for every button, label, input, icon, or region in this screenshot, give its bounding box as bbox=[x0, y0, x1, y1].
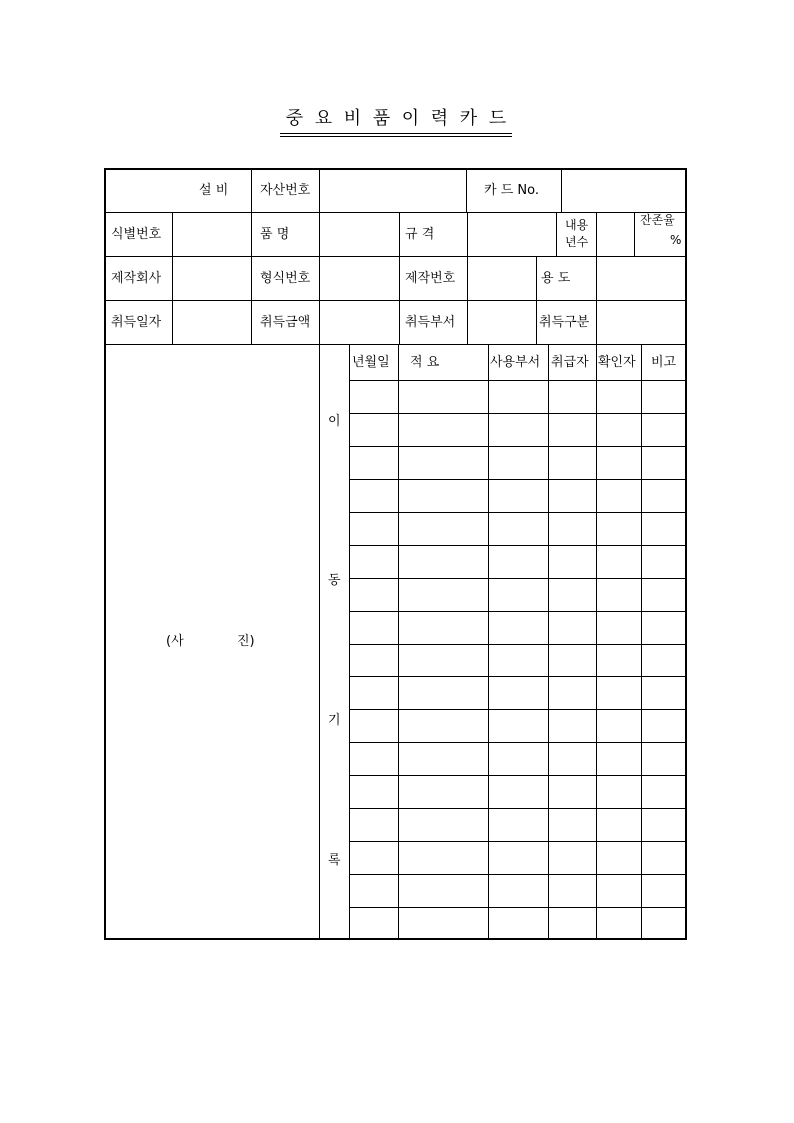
form-grid-lines bbox=[104, 168, 687, 940]
residual-rate-label: 잔존율 bbox=[640, 213, 675, 227]
spec-label: 규 격 bbox=[405, 227, 435, 242]
acq-amount-label: 취득금액 bbox=[260, 315, 311, 330]
maker-label: 제작회사 bbox=[111, 271, 162, 286]
history-label-char: 록 bbox=[328, 853, 341, 868]
item-name-label: 품 명 bbox=[260, 227, 290, 242]
model-no-label: 형식번호 bbox=[260, 271, 311, 286]
title-char: 비 bbox=[338, 104, 367, 137]
page-title bbox=[280, 104, 510, 137]
col-header-remarks: 비고 bbox=[651, 355, 677, 370]
title-char: 드 bbox=[483, 104, 512, 137]
col-header-date: 년월일 bbox=[352, 355, 390, 370]
title-char: 품 bbox=[367, 104, 396, 137]
card-no-label: 카 드 No. bbox=[484, 183, 539, 198]
serial-no-label: 제작번호 bbox=[405, 271, 456, 286]
asset-no-label: 자산번호 bbox=[260, 183, 311, 198]
col-header-handler: 취급자 bbox=[551, 355, 589, 370]
title-char: 요 bbox=[309, 104, 338, 137]
col-header-dept: 사용부서 bbox=[490, 355, 541, 370]
col-header-checker: 확인자 bbox=[598, 355, 636, 370]
useful-life-label-line2: 년수 bbox=[565, 235, 589, 249]
acq-type-label: 취득구분 bbox=[539, 315, 590, 330]
residual-rate-unit: % bbox=[670, 233, 682, 247]
category-label: 설 비 bbox=[199, 183, 229, 198]
acq-dept-label: 취득부서 bbox=[405, 315, 456, 330]
usage-label: 용 도 bbox=[541, 271, 571, 286]
title-char: 중 bbox=[280, 104, 309, 137]
history-label-char: 동 bbox=[328, 573, 341, 588]
title-char: 력 bbox=[425, 104, 454, 137]
acq-date-label: 취득일자 bbox=[111, 315, 162, 330]
id-no-label: 식별번호 bbox=[111, 227, 162, 242]
history-label-char: 이 bbox=[328, 414, 341, 429]
photo-label-left: (사 bbox=[166, 634, 184, 649]
title-char: 이 bbox=[396, 104, 425, 137]
useful-life-label-line1: 내용 bbox=[565, 218, 589, 232]
col-header-summary: 적 요 bbox=[410, 355, 440, 370]
title-char: 카 bbox=[454, 104, 483, 137]
photo-label-right: 진) bbox=[237, 634, 255, 649]
history-card-form bbox=[104, 168, 687, 940]
history-label-char: 기 bbox=[328, 713, 341, 728]
